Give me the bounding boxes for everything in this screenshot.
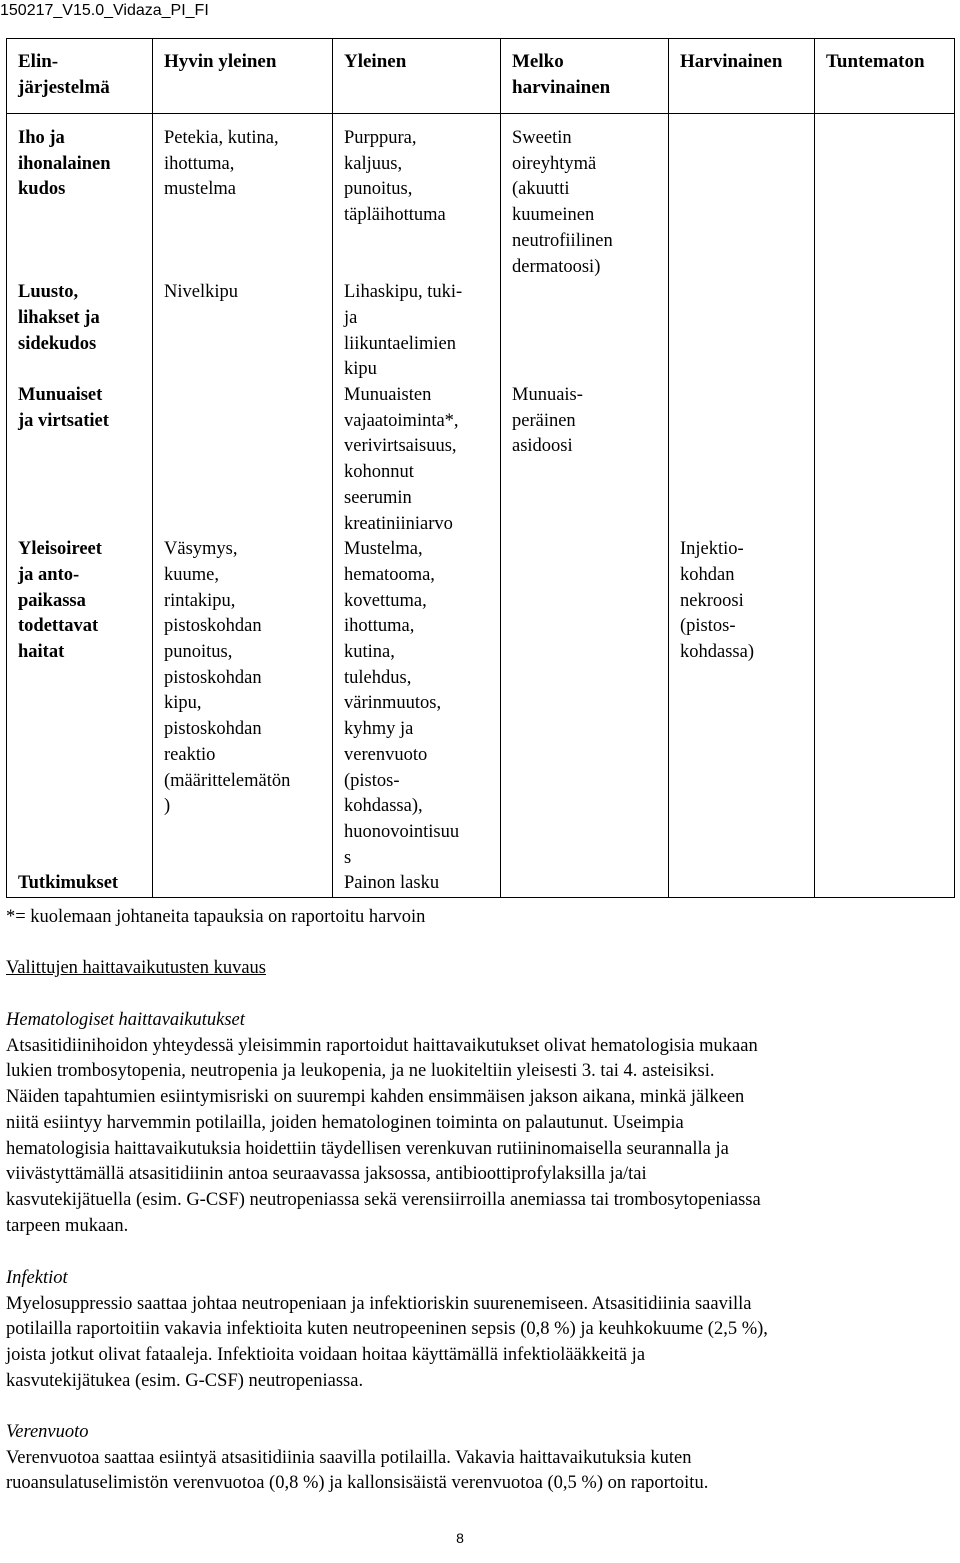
very-common-cell <box>153 383 333 537</box>
organ-system-cell: Iho ja ihonalainen kudos <box>7 114 153 281</box>
text-line: niitä esiintyy harvemmin potilailla, joiden hematologinen toiminta on palautunut. Useimpia <box>6 1112 684 1133</box>
common-cell: Purppura, kaljuus, punoitus, täpläihottuma <box>333 114 501 281</box>
infections-section <box>6 1266 946 1395</box>
unknown-cell <box>815 537 955 871</box>
header-very-common: Hyvin yleinen <box>153 39 333 114</box>
common-cell: Lihaskipu, tuki- ja liikuntaelimien kipu <box>333 280 501 383</box>
rare-cell <box>669 280 815 383</box>
common-cell: Painon lasku <box>333 871 501 897</box>
hematology-text <box>6 1034 946 1240</box>
organ-system-cell: Yleisoireet ja anto- paikassa todettavat haitat <box>7 537 153 871</box>
document-id: 150217_V15.0_Vidaza_PI_FI <box>0 2 209 19</box>
text-line: Myelosuppressio saattaa johtaa neutropeniaan ja infektioriskin suurenemiseen. Atsasitidiinia saavilla <box>6 1293 752 1314</box>
infections-text <box>6 1292 946 1395</box>
organ-system-cell: Luusto, lihakset ja sidekudos <box>7 280 153 383</box>
uncommon-cell: Munuais- peräinen asidoosi <box>501 383 669 537</box>
common-cell: Mustelma, hematooma, kovettuma, ihottuma, kutina, tulehdus, värinmuutos, kyhmy ja verenvuoto (pistos- kohdassa), huonovointisuu s <box>333 537 501 871</box>
text-line: kasvutekijätuella (esim. G-CSF) neutropeniassa sekä verensiirroilla anemiassa tai trombosytopeniassa <box>6 1189 761 1210</box>
unknown-cell <box>815 383 955 537</box>
header-organ-system: Elin- järjestelmä <box>7 39 153 114</box>
table-row <box>7 114 955 281</box>
unknown-cell <box>815 114 955 281</box>
text-line: ruoansulatuselimistön verenvuotoa (0,8 %) ja kallonsisäistä verenvuotoa (0,5 %) on raportoitu. <box>6 1473 709 1494</box>
very-common-cell <box>153 871 333 897</box>
text-line: hematologisia haittavaikutuksia hoidettiin täydellisen verenkuvan rutiininomaisella seurannalla ja <box>6 1138 729 1159</box>
text-line: kasvutekijätukea (esim. G-CSF) neutropeniassa. <box>6 1370 364 1391</box>
rare-cell <box>669 383 815 537</box>
unknown-cell <box>815 871 955 897</box>
table-row <box>7 383 955 537</box>
hematology-title: Hematologiset haittavaikutukset <box>6 1010 245 1030</box>
uncommon-cell <box>501 537 669 871</box>
uncommon-cell: Sweetin oireyhtymä (akuutti kuumeinen neutrofiilinen dermatoosi) <box>501 114 669 281</box>
text-line: Näiden tapahtumien esiintymisriski on suurempi kahden ensimmäisen jakson aikana, minkä jälkeen <box>6 1087 745 1108</box>
text-line: Atsasitidiinihoidon yhteydessä yleisimmin raportoidut haittavaikutukset olivat hematologisia mukaan <box>6 1035 758 1056</box>
text-line: lukien trombosytopenia, neutropenia ja leukopenia, ja ne luokiteltiin yleisesti 3. tai 4. asteisiksi. <box>6 1061 715 1082</box>
very-common-cell: Nivelkipu <box>153 280 333 383</box>
page-number: 8 <box>456 1530 464 1546</box>
hematology-section <box>6 1008 946 1239</box>
bleeding-text <box>6 1446 946 1497</box>
header-uncommon: Melko harvinainen <box>501 39 669 114</box>
very-common-cell: Väsymys, kuume, rintakipu, pistoskohdan punoitus, pistoskohdan kipu, pistoskohdan reaktio (määrittelemätön ) <box>153 537 333 871</box>
text-line: viivästyttämällä atsasitidiinin antoa seuraavassa jaksossa, antibioottiprofylaksilla ja/tai <box>6 1164 647 1185</box>
header-rare: Harvinainen <box>669 39 815 114</box>
adverse-reactions-table <box>6 38 955 898</box>
rare-cell: Injektio- kohdan nekroosi (pistos- kohdassa) <box>669 537 815 871</box>
header-common: Yleinen <box>333 39 501 114</box>
table-footnote: *= kuolemaan johtaneita tapauksia on raportoitu harvoin <box>6 907 426 927</box>
bleeding-title: Verenvuoto <box>6 1422 89 1442</box>
table-body <box>7 114 955 898</box>
unknown-cell <box>815 280 955 383</box>
infections-title: Infektiot <box>6 1268 68 1288</box>
text-line: joista jotkut olivat fataaleja. Infektioita voidaan hoitaa käyttämällä infektiolääkkeitä ja <box>6 1345 646 1366</box>
table-row <box>7 871 955 897</box>
bleeding-section <box>6 1420 946 1497</box>
organ-system-cell: Munuaiset ja virtsatiet <box>7 383 153 537</box>
organ-system-cell: Tutkimukset <box>7 871 153 897</box>
rare-cell <box>669 871 815 897</box>
table-row <box>7 280 955 383</box>
adverse-reactions-table-wrap <box>6 38 954 898</box>
text-line: tarpeen mukaan. <box>6 1215 129 1236</box>
very-common-cell: Petekia, kutina, ihottuma, mustelma <box>153 114 333 281</box>
uncommon-cell <box>501 280 669 383</box>
uncommon-cell <box>501 871 669 897</box>
text-line: Verenvuotoa saattaa esiintyä atsasitidiinia saavilla potilailla. Vakavia haittavaikutuksia kuten <box>6 1447 692 1468</box>
table-header-row <box>7 39 955 114</box>
section-main-title: Valittujen haittavaikutusten kuvaus <box>6 958 266 978</box>
common-cell: Munuaisten vajaatoiminta*, verivirtsaisuus, kohonnut seerumin kreatiniiniarvo <box>333 383 501 537</box>
rare-cell <box>669 114 815 281</box>
selected-reactions-heading <box>6 956 946 982</box>
text-line: potilailla raportoitiin vakavia infektioita kuten neutropeeninen sepsis (0,8 %) ja keuhkokuume (2,5 %), <box>6 1319 768 1340</box>
header-unknown: Tuntematon <box>815 39 955 114</box>
table-row <box>7 537 955 871</box>
